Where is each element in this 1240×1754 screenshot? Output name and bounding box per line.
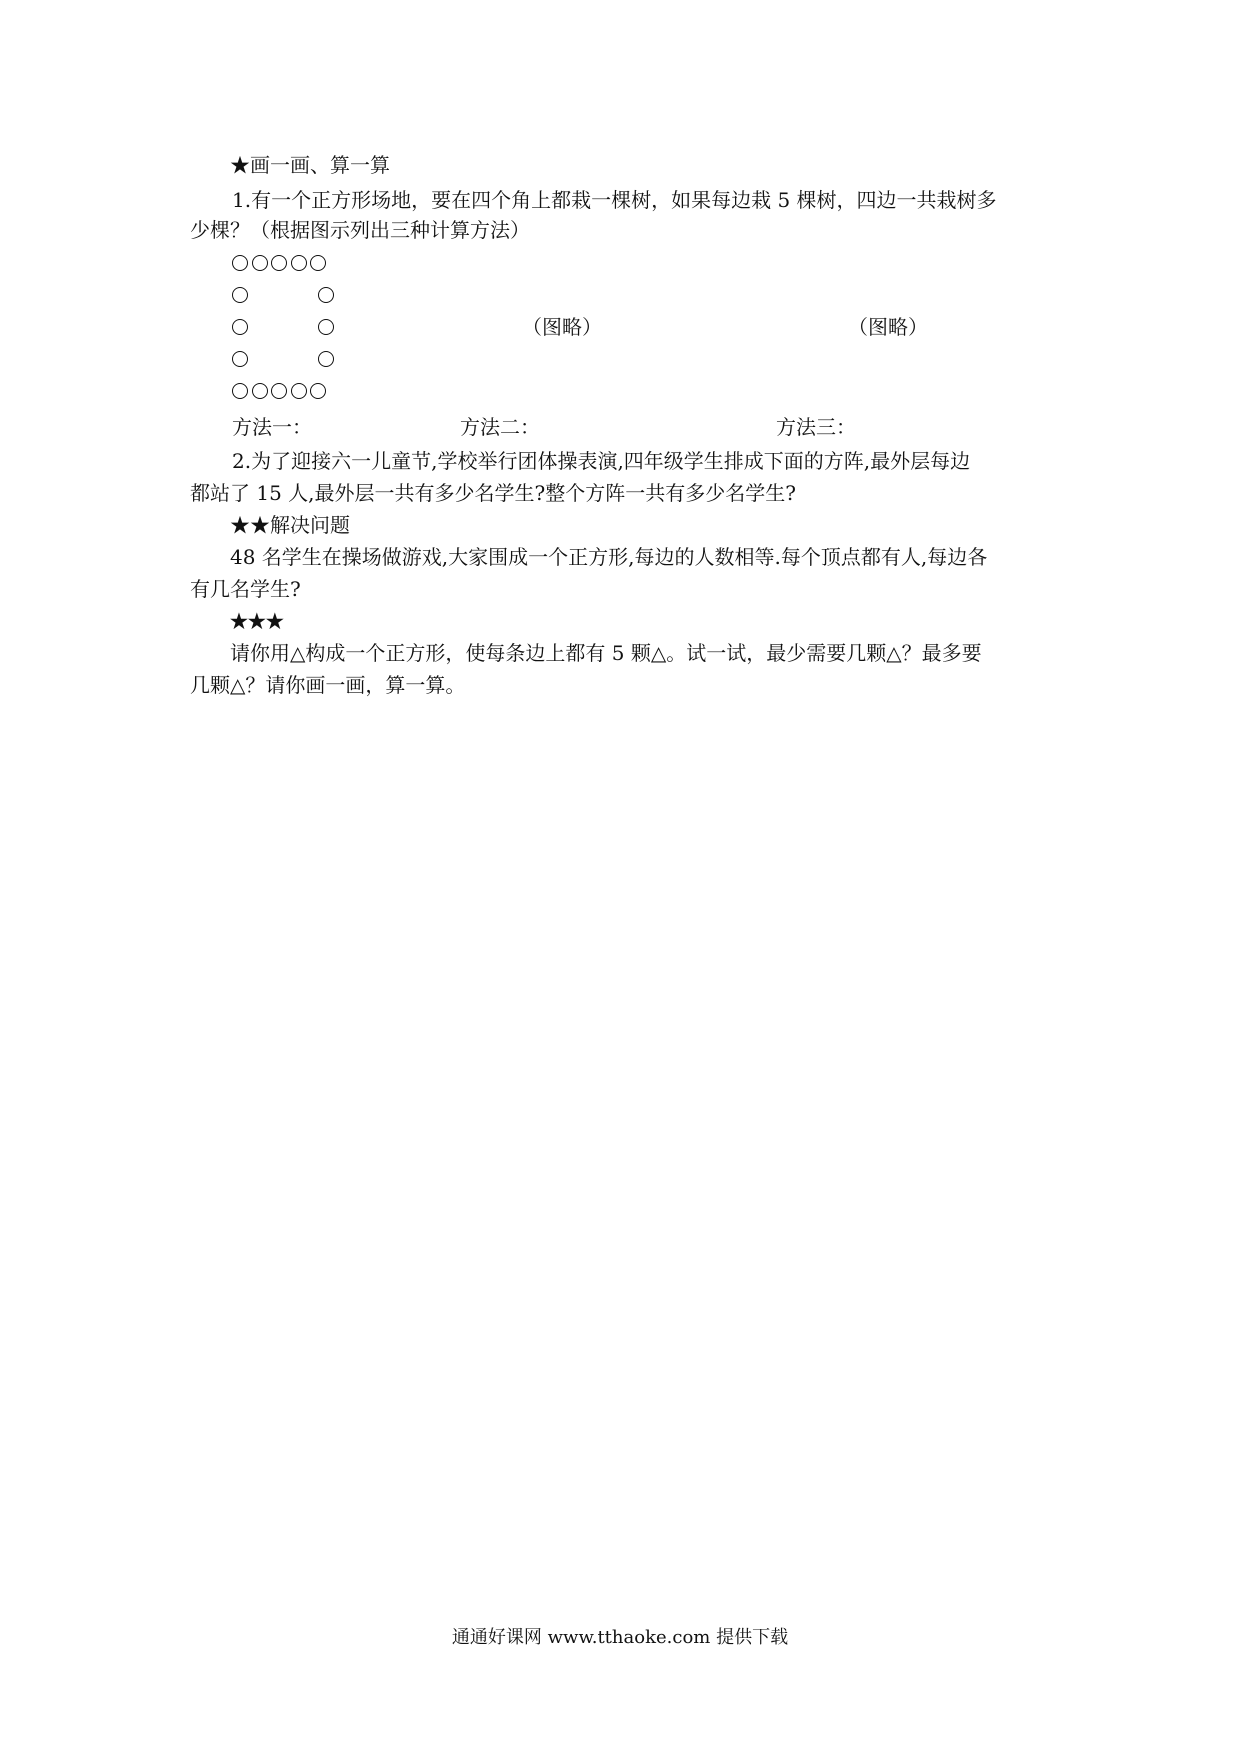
section2-line2: 有几名学生? (190, 577, 301, 601)
circle (271, 383, 287, 399)
circle-row-top (232, 248, 330, 278)
method-three-label: 方法三： (776, 415, 856, 439)
circle-row-bottom (232, 376, 330, 406)
question1-line1: 1.有一个正方形场地，要在四个角上都栽一棵树，如果每边栽 5 棵树，四边一共栽树多 (232, 188, 997, 212)
circle (232, 255, 248, 271)
circle (232, 287, 248, 303)
circle (252, 255, 268, 271)
section3-line1: 请你用△构成一个正方形，使每条边上都有 5 颗△。试一试，最少需要几颗△？最多要 (230, 641, 982, 665)
section3-line2: 几颗△？请你画一画，算一算。 (190, 673, 466, 697)
question2-line2: 都站了 15 人,最外层一共有多少名学生?整个方阵一共有多少名学生? (190, 481, 796, 505)
circle-row-side (232, 280, 337, 310)
method-two-label: 方法二： (460, 415, 540, 439)
figure-omitted-1: （图略） (522, 315, 602, 339)
section1-heading: ★画一画、算一算 (230, 153, 390, 177)
footer-text: 通通好课网 www.tthaoke.com 提供下载 (451, 1627, 789, 1648)
circle (318, 287, 334, 303)
circle-row-side (232, 344, 337, 374)
circle (271, 255, 287, 271)
circle (291, 255, 307, 271)
circle (232, 351, 248, 367)
circle (318, 351, 334, 367)
section3-heading: ★★★ (230, 609, 284, 633)
question1-line2: 少棵？（根据图示列出三种计算方法） (190, 218, 530, 242)
circle (232, 383, 248, 399)
circle (232, 319, 248, 335)
circle-row-side (232, 312, 337, 342)
question2-line1: 2.为了迎接六一儿童节,学校举行团体操表演,四年级学生排成下面的方阵,最外层每边 (232, 449, 971, 473)
circle (310, 383, 326, 399)
circle (318, 319, 334, 335)
circle (291, 383, 307, 399)
method-one-label: 方法一： (232, 415, 312, 439)
figure-omitted-2: （图略） (848, 315, 928, 339)
circle (310, 255, 326, 271)
circle (252, 383, 268, 399)
section2-heading: ★★解决问题 (230, 513, 350, 537)
section2-line1: 48 名学生在操场做游戏,大家围成一个正方形,每边的人数相等.每个顶点都有人,每边各 (230, 545, 988, 569)
